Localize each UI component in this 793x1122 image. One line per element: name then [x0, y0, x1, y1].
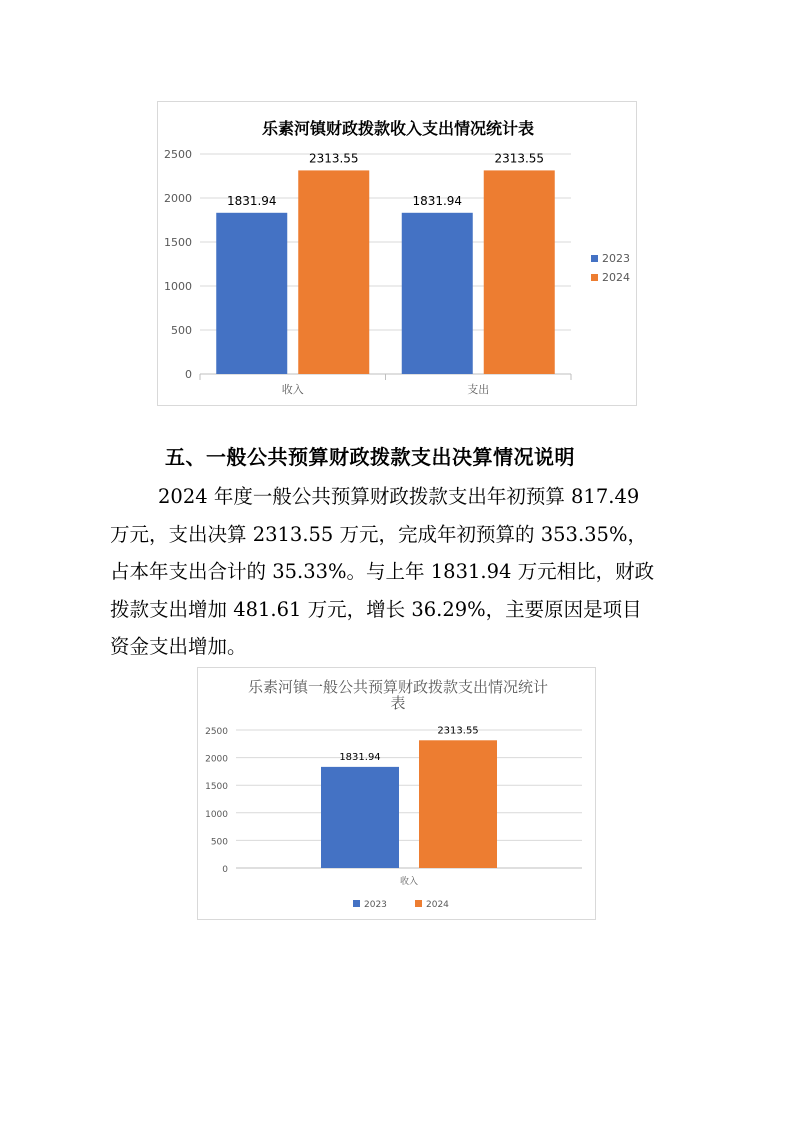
data-label: 2313.55 — [494, 151, 545, 166]
chart-2 — [197, 667, 596, 920]
x-tick-label: 收入 — [281, 383, 304, 396]
y-tick-label: 2500 — [164, 148, 192, 161]
chart-2-plot — [198, 668, 597, 921]
data-label: 2313.55 — [437, 725, 479, 737]
y-tick-label: 1000 — [164, 280, 192, 293]
legend-label: 2023 — [364, 900, 387, 910]
bar-2024 — [298, 170, 369, 374]
data-label: 1831.94 — [412, 193, 463, 208]
legend-swatch-2023 — [591, 255, 598, 262]
paragraph-line: 占本年支出合计的 35.33%。与上年 1831.94 万元相比，财政 — [110, 560, 655, 583]
data-label: 1831.94 — [339, 751, 381, 763]
x-tick-label: 支出 — [467, 383, 490, 396]
y-tick-label: 0 — [222, 865, 228, 875]
bar-2024 — [419, 740, 497, 868]
section-heading: 五、一般公共预算财政拨款支出决算情况说明 — [165, 445, 575, 469]
x-tick-label: 收入 — [399, 877, 419, 887]
bar-2023 — [321, 767, 399, 868]
data-label: 1831.94 — [226, 193, 277, 208]
paragraph-line: 2024 年度一般公共预算财政拨款支出年初预算 817.49 — [158, 485, 640, 508]
legend-swatch-2023 — [353, 900, 360, 907]
y-tick-label: 500 — [210, 837, 228, 848]
chart-1-plot — [158, 102, 638, 407]
y-tick-label: 500 — [171, 324, 192, 337]
chart-title: 乐素河镇财政拨款收入支出情况统计表 — [261, 119, 535, 138]
bar-2023 — [402, 213, 473, 374]
legend-swatch-2024 — [415, 900, 422, 907]
legend-label: 2024 — [602, 271, 630, 284]
y-tick-label: 2000 — [205, 754, 228, 765]
y-tick-label: 1000 — [205, 809, 228, 820]
paragraph-line: 拨款支出增加 481.61 万元，增长 36.29%，主要原因是项目 — [110, 597, 642, 621]
chart-title: 表 — [390, 694, 406, 712]
y-tick-label: 2000 — [164, 192, 192, 205]
legend-swatch-2024 — [591, 274, 598, 281]
bar-2024 — [484, 170, 555, 374]
data-label: 2313.55 — [308, 151, 359, 166]
chart-1 — [157, 101, 637, 406]
legend-label: 2024 — [426, 900, 449, 910]
bar-2023 — [216, 213, 287, 374]
paragraph-line: 资金支出增加。 — [110, 635, 247, 658]
y-tick-label: 1500 — [164, 236, 192, 249]
paragraph-line: 万元，支出决算 2313.55 万元，完成年初预算的 353.35%， — [110, 522, 647, 546]
y-tick-label: 0 — [185, 368, 192, 381]
chart-title: 乐素河镇一般公共预算财政拨款支出情况统计 — [247, 678, 549, 696]
y-tick-label: 2500 — [205, 727, 228, 737]
legend-label: 2023 — [602, 252, 630, 265]
section-paragraph — [110, 478, 670, 666]
y-tick-label: 1500 — [205, 782, 228, 793]
